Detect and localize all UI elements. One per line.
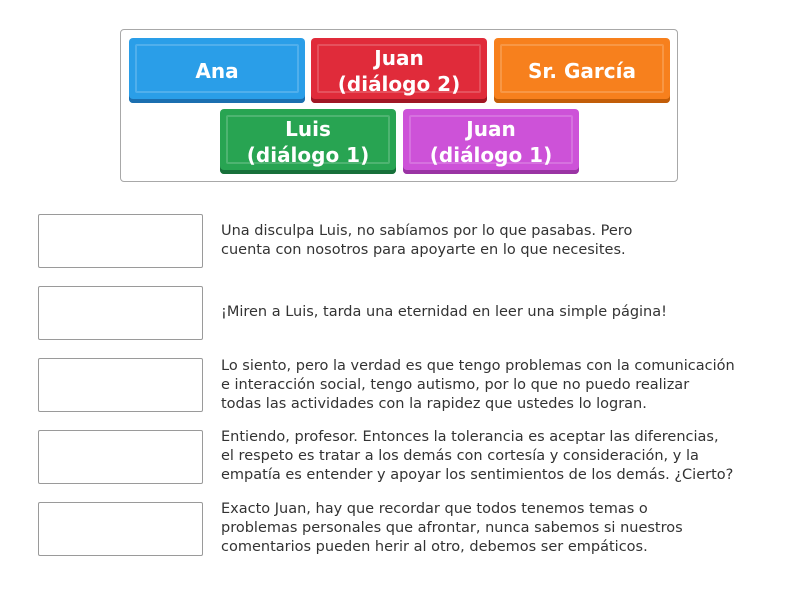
tile-juan-dialogo-2[interactable] [311,38,487,103]
drop-target-4[interactable] [38,430,203,484]
statement-1: Una disculpa Luis, no sabíamos por lo que pasabas. Pero cuenta con nosotros para apoyarte en lo que necesites. [221,223,633,258]
statement-5: Exacto Juan, hay que recordar que todos tenemos temas o problemas personales que afrontar, nunca sabemos si nuestros comentarios pueden herir al otro, debemos ser empáticos. [221,501,683,555]
tile-label: Juan (diálogo 1) [429,116,553,167]
statement-2: ¡Miren a Luis, tarda una eternidad en leer una simple página! [221,304,667,320]
drop-target-1[interactable] [38,214,203,268]
tile-label: Juan (diálogo 2) [337,45,461,96]
tile-luis-dialogo-1[interactable] [220,109,396,174]
statement-3: Lo siento, pero la verdad es que tengo problemas con la comunicación e interacción social, tengo autismo, por lo que no puedo realizar todas las actividades con la rapidez que ustedes lo logran. [221,358,735,412]
tile-juan-dialogo-1[interactable] [403,109,579,174]
drop-target-3[interactable] [38,358,203,412]
drop-target-2[interactable] [38,286,203,340]
tile-sr-garcia[interactable] [494,38,670,103]
tile-ana[interactable] [129,38,305,103]
tile-label: Sr. García [528,58,636,83]
tile-label: Luis (diálogo 1) [246,116,370,167]
statement-4: Entiendo, profesor. Entonces la tolerancia es aceptar las diferencias, el respeto es tratar a los demás con cortesía y consideración, y la empatía es entender y apoyar los sentimientos de los demás. ¿Cierto? [221,429,734,483]
drop-target-5[interactable] [38,502,203,556]
tile-label: Ana [195,58,239,83]
